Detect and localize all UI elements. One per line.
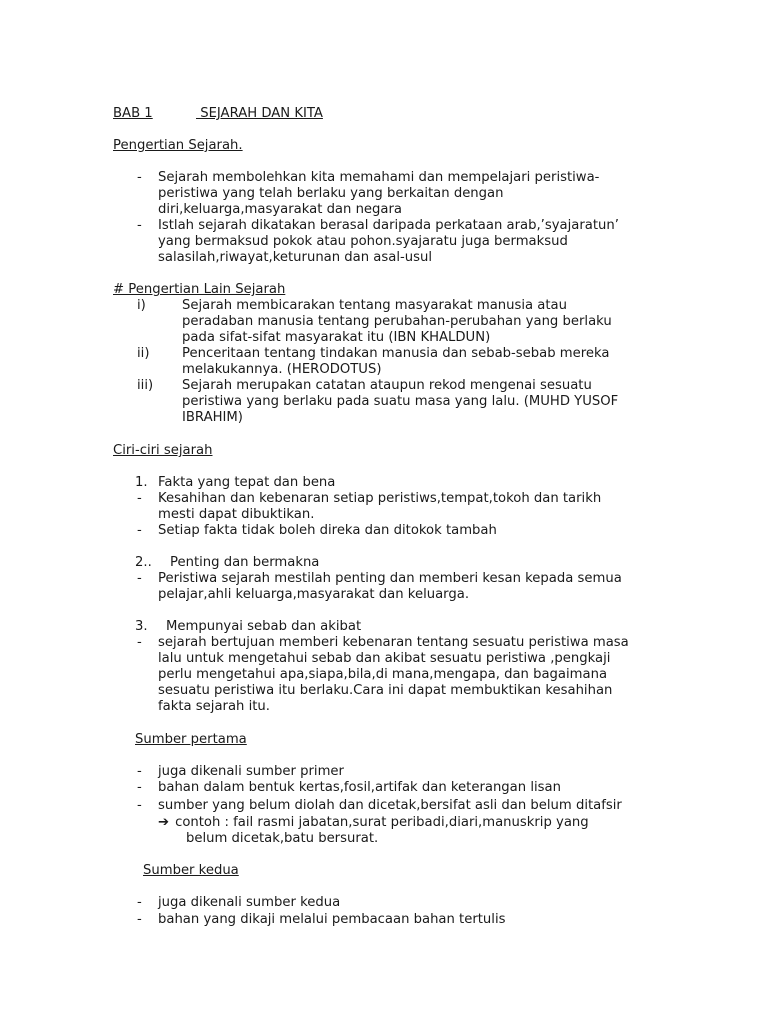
bullet-text-line: peristiwa yang telah berlaku yang berkaitan dengan bbox=[158, 186, 504, 201]
section-heading-sumber-pertama: Sumber pertama bbox=[135, 732, 247, 747]
bullet-marker: - bbox=[137, 635, 142, 650]
roman-marker: iii) bbox=[137, 378, 154, 393]
bullet-text-line: bahan dalam bentuk kertas,fosil,artifak dan keterangan lisan bbox=[158, 780, 561, 795]
definition-line: Penceritaan tentang tindakan manusia dan sebab-sebab mereka bbox=[182, 346, 610, 361]
bullet-marker: - bbox=[137, 895, 142, 910]
definition-line: Sejarah merupakan catatan ataupun rekod mengenai sesuatu bbox=[182, 378, 592, 393]
bullet-text-line: sejarah bertujuan memberi kebenaran tentang sesuatu peristiwa masa bbox=[158, 635, 629, 650]
bullet-marker: - bbox=[137, 764, 142, 779]
bullet-marker: - bbox=[137, 780, 142, 795]
bullet-text-line: Kesahihan dan kebenaran setiap peristiws,tempat,tokoh dan tarikh bbox=[158, 491, 602, 506]
bullet-text-line: Setiap fakta tidak boleh direka dan ditokok tambah bbox=[158, 523, 497, 538]
bullet-text-line: bahan yang dikaji melalui pembacaan bahan tertulis bbox=[158, 912, 506, 927]
roman-marker: ii) bbox=[137, 346, 150, 361]
chapter-title: SEJARAH DAN KITA bbox=[196, 106, 323, 121]
bullet-text-line: sumber yang belum diolah dan dicetak,bersifat asli dan belum ditafsir bbox=[158, 798, 622, 813]
arrow-right-icon: ➔ bbox=[158, 815, 170, 830]
definition-line: peristiwa yang berlaku pada suatu masa yang lalu. (MUHD YUSOF bbox=[182, 394, 619, 409]
numbered-item-title: Fakta yang tepat dan bena bbox=[158, 475, 336, 490]
bullet-marker: - bbox=[137, 170, 142, 185]
bullet-marker: - bbox=[137, 798, 142, 813]
bullet-text-line: mesti dapat dibuktikan. bbox=[158, 507, 315, 522]
bullet-text-line: yang bermaksud pokok atau pohon.syajaratu juga bermaksud bbox=[158, 234, 568, 249]
bullet-text-line: sesuatu peristiwa itu berlaku.Cara ini dapat membuktikan kesahihan bbox=[158, 683, 613, 698]
numbered-item-title: Penting dan bermakna bbox=[170, 555, 320, 570]
bullet-text-line: juga dikenali sumber kedua bbox=[158, 895, 341, 910]
numbered-marker: 2.. bbox=[135, 555, 152, 570]
numbered-marker: 3. bbox=[135, 619, 148, 634]
section-heading-ciri: Ciri-ciri sejarah bbox=[113, 443, 213, 458]
roman-marker: i) bbox=[137, 298, 146, 313]
definition-line: peradaban manusia tentang perubahan-perubahan yang berlaku bbox=[182, 314, 612, 329]
bullet-marker: - bbox=[137, 571, 142, 586]
definition-line: Sejarah membicarakan tentang masyarakat manusia atau bbox=[182, 298, 567, 313]
bullet-marker: - bbox=[137, 491, 142, 506]
bullet-text-line: salasilah,riwayat,keturunan dan asal-usul bbox=[158, 250, 433, 265]
bullet-marker: - bbox=[137, 912, 142, 927]
bullet-text-line: lalu untuk mengetahui sebab dan akibat sesuatu peristiwa ,pengkaji bbox=[158, 651, 611, 666]
bullet-text-line: Sejarah membolehkan kita memahami dan mempelajari peristiwa- bbox=[158, 170, 600, 185]
section-heading-pengertian: Pengertian Sejarah. bbox=[113, 138, 243, 153]
contoh-line bbox=[158, 815, 589, 831]
bullet-text-line: juga dikenali sumber primer bbox=[158, 764, 344, 779]
chapter-label: BAB 1 bbox=[113, 106, 153, 121]
bullet-text-line: fakta sejarah itu. bbox=[158, 699, 270, 714]
bullet-marker: - bbox=[137, 523, 142, 538]
section-heading-sumber-kedua: Sumber kedua bbox=[143, 863, 239, 878]
bullet-text-line: pelajar,ahli keluarga,masyarakat dan keluarga. bbox=[158, 587, 470, 602]
contoh-text-line: belum dicetak,batu bersurat. bbox=[186, 831, 379, 846]
bullet-marker: - bbox=[137, 218, 142, 233]
contoh-text: contoh : fail rasmi jabatan,surat peribadi,diari,manuskrip yang bbox=[175, 815, 589, 830]
definition-line: melakukannya. (HERODOTUS) bbox=[182, 362, 382, 377]
bullet-text-line: diri,keluarga,masyarakat dan negara bbox=[158, 202, 402, 217]
definition-line: IBRAHIM) bbox=[182, 410, 243, 425]
section-heading-lain: # Pengertian Lain Sejarah bbox=[113, 282, 286, 297]
bullet-text-line: perlu mengetahui apa,siapa,bila,di mana,mengapa, dan bagaimana bbox=[158, 667, 608, 682]
numbered-item-title: Mempunyai sebab dan akibat bbox=[166, 619, 362, 634]
definition-line: pada sifat-sifat masyarakat itu (IBN KHALDUN) bbox=[182, 330, 491, 345]
bullet-text-line: Peristiwa sejarah mestilah penting dan memberi kesan kepada semua bbox=[158, 571, 622, 586]
bullet-text-line: Istlah sejarah dikatakan berasal daripada perkataan arab,’syajaratun’ bbox=[158, 218, 619, 233]
numbered-marker: 1. bbox=[135, 475, 148, 490]
